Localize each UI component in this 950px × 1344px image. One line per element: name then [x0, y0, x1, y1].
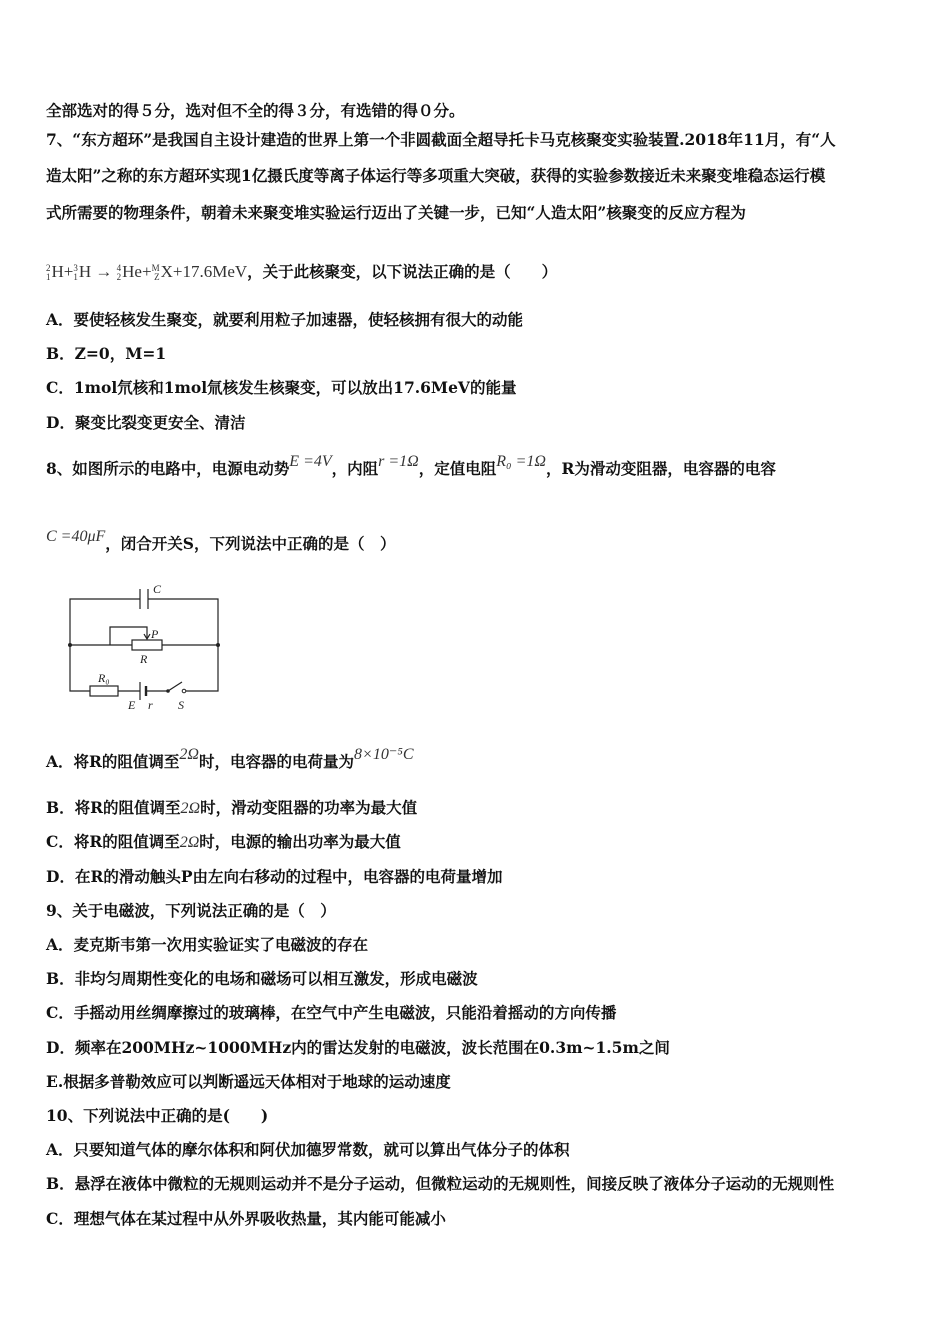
- q9-option-c: C．手摇动用丝绸摩擦过的玻璃棒，在空气中产生电磁波，只能沿着摇动的方向传播: [46, 1003, 617, 1022]
- q7-option-c: C．1mol氘核和1mol氚核发生核聚变，可以放出17.6MeV的能量: [46, 378, 517, 397]
- intro-text: 全部选对的得５分，选对但不全的得３分，有选错的得０分。: [46, 101, 465, 120]
- switch-blade: [168, 682, 182, 691]
- switch-contact: [182, 689, 186, 693]
- circuit-diagram: [60, 578, 230, 713]
- label-r-internal: r: [148, 698, 153, 712]
- fusion-equation: 2 1 H+ 3 1 H → 4 2 He+ M Z X+17.6MeV: [46, 262, 248, 283]
- label-e: E: [128, 698, 136, 712]
- q10-stem: 10、下列说法中正确的是( ): [46, 1106, 269, 1125]
- label-c: C: [153, 582, 162, 596]
- resistor-r0: [90, 686, 118, 696]
- capacitance-value: C =40μF: [46, 528, 106, 545]
- q9-option-d: D．频率在200MHz~1000MHz内的雷达发射的电磁波，波长范围在0.3m~1.5m之间: [46, 1038, 670, 1057]
- q8-option-b: B．将R的阻值调至2Ω时，滑动变阻器的功率为最大值: [46, 798, 418, 817]
- q8-option-a-charge: 8×10⁻⁵C: [354, 746, 414, 763]
- q7-option-d: D．聚变比裂变更安全、清洁: [46, 413, 246, 432]
- label-s: S: [178, 698, 184, 712]
- rheostat-slider-wire: [110, 627, 147, 645]
- emf-value: E =4V: [289, 453, 332, 470]
- switch-pivot: [166, 689, 170, 693]
- label-r: R: [140, 652, 148, 666]
- label-r0: R₀: [98, 671, 110, 685]
- q7-option-b: B．Z=0，M=1: [46, 344, 167, 363]
- q9-stem: 9、关于电磁波，下列说法正确的是（ ）: [46, 901, 336, 920]
- q7-option-a: A．要使轻核发生聚变，就要利用粒子加速器，使轻核拥有很大的动能: [46, 310, 524, 329]
- q8-option-a-resistance: 2Ω: [179, 746, 199, 763]
- q10-option-c: C．理想气体在某过程中从外界吸收热量，其内能可能减小: [46, 1209, 446, 1228]
- q7-equation-line: [46, 262, 557, 282]
- q7-stem-end: ，关于此核聚变，以下说法正确的是（ ）: [247, 262, 558, 281]
- q9-option-e: E.根据多普勒效应可以判断遥远天体相对于地球的运动速度: [46, 1072, 451, 1091]
- q9-option-a: A．麦克斯韦第一次用实验证实了电磁波的存在: [46, 935, 369, 954]
- q9-option-b: B．非均匀周期性变化的电场和磁场可以相互激发，形成电磁波: [46, 969, 478, 988]
- q8-stem-line2: C =40μF，闭合开关S，下列说法中正确的是（ ）: [46, 528, 396, 553]
- q8-option-a: A．将R的阻值调至2Ω时，电容器的电荷量为8×10⁻⁵C: [46, 746, 414, 771]
- junction-right: [216, 643, 220, 647]
- label-p: P: [151, 627, 159, 641]
- q8-option-d: D．在R的滑动触头P由左向右移动的过程中，电容器的电荷量增加: [46, 867, 503, 886]
- q10-option-a: A．只要知道气体的摩尔体积和阿伏加德罗常数，就可以算出气体分子的体积: [46, 1140, 570, 1159]
- fixed-resistor-value: R₀ =1Ω: [496, 453, 546, 470]
- q10-option-b: B．悬浮在液体中微粒的无规则运动并不是分子运动，但微粒运动的无规则性，间接反映了液体分子运动的无规则性: [46, 1174, 835, 1193]
- q7-stem-line2: 造太阳”之称的东方超环实现1亿摄氏度等离子体运行等多项重大突破，获得的实验参数接近未来聚变堆稳态运行模: [46, 166, 826, 185]
- rheostat-resistor: [132, 640, 162, 650]
- q7-stem-line3: 式所需要的物理条件，朝着未来聚变堆实验运行迈出了关键一步，已知“人造太阳”核聚变的反应方程为: [46, 203, 746, 222]
- q8-stem-line1: 8、如图所示的电路中，电源电动势E =4V，内阻r =1Ω，定值电阻R₀ =1Ω，R为滑动变阻器，电容器的电容: [46, 453, 776, 478]
- junction-left: [68, 643, 72, 647]
- internal-resistance-value: r =1Ω: [378, 453, 419, 470]
- q7-stem-line1: 7、“东方超环”是我国自主设计建造的世界上第一个非圆截面全超导托卡马克核聚变实验装置.2018年11月，有“人: [46, 130, 836, 149]
- q8-option-c: C．将R的阻值调至2Ω时，电源的输出功率为最大值: [46, 832, 401, 851]
